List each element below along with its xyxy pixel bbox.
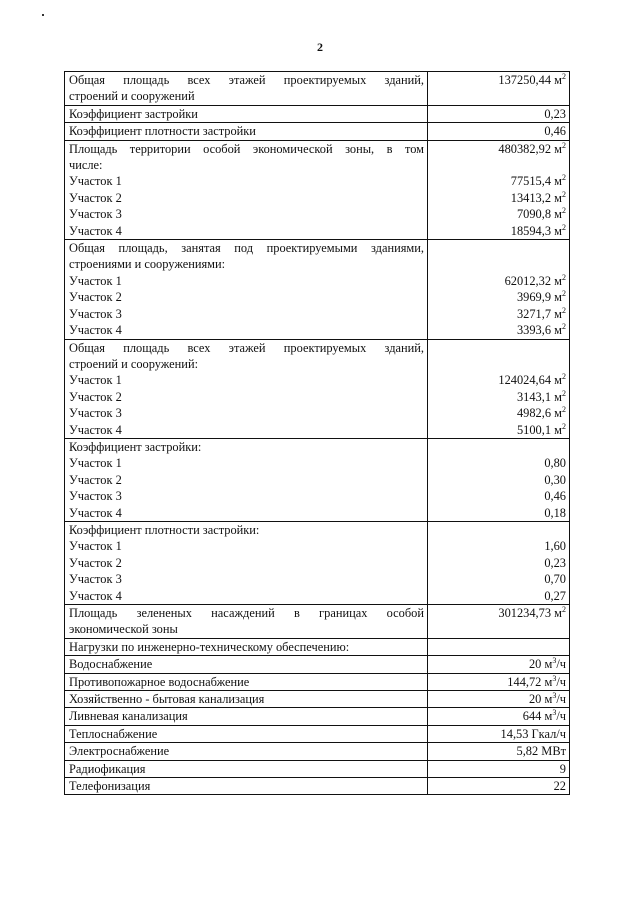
table-row-loads-header	[65, 638, 570, 655]
value-number: 137250,44	[498, 73, 552, 87]
plot-name: Участок 2	[69, 472, 122, 487]
plot-name: Участок 1	[69, 273, 122, 288]
value-line	[432, 273, 566, 289]
value-line: 0,80	[544, 456, 566, 471]
row-label: Водоснабжение	[65, 656, 428, 673]
value-line	[432, 356, 566, 372]
row-label	[65, 72, 428, 106]
value-number: 644 м	[522, 709, 553, 724]
row-label	[65, 140, 428, 239]
table-row-load	[65, 691, 570, 708]
row-value	[428, 605, 570, 639]
value-line: 0,23	[544, 555, 566, 570]
value-line	[432, 206, 566, 222]
value-line	[432, 190, 566, 206]
row-value	[428, 521, 570, 604]
unit: м	[554, 323, 562, 338]
value-number: 18594,3	[510, 223, 552, 238]
table-row-density-coefficient	[65, 123, 570, 140]
table-row-load	[65, 778, 570, 795]
row-label: Хозяйственно - бытовая канализация	[65, 691, 428, 708]
value-number: 5100,1	[516, 422, 552, 437]
unit-suffix: /ч	[556, 657, 566, 672]
plot-name: Участок 1	[69, 373, 122, 388]
unit: м	[554, 306, 562, 321]
label-line: строений и сооружений:	[69, 356, 199, 371]
unit-sup: 2	[562, 173, 566, 183]
unit-sup: 2	[562, 605, 566, 614]
unit-sup: 2	[562, 206, 566, 216]
value-line	[432, 173, 566, 189]
plot-name: Участок 3	[69, 572, 122, 587]
unit: м	[554, 141, 562, 156]
label-line: Площадь территории особой экономической зоны, в том	[69, 141, 424, 156]
plot-name: Участок 3	[69, 306, 122, 321]
unit-sup: 2	[562, 322, 566, 332]
value-line	[432, 223, 566, 239]
value-number: 3969,9	[516, 290, 552, 305]
unit-suffix: /ч	[556, 692, 566, 707]
row-value	[428, 72, 570, 106]
unit: м	[554, 373, 562, 388]
plot-name: Участок 2	[69, 389, 122, 404]
plot-name: Участок 2	[69, 290, 122, 305]
value-line	[432, 157, 566, 173]
value-line	[432, 522, 566, 538]
row-label	[65, 521, 428, 604]
value-line: 0,27	[544, 588, 566, 603]
label-line: числе:	[69, 158, 103, 173]
table-row-building-coefficient	[65, 105, 570, 122]
plot-name: Участок 4	[69, 505, 122, 520]
table-row-load	[65, 708, 570, 725]
unit: м	[554, 290, 562, 305]
plot-name: Участок 2	[69, 555, 122, 570]
unit-sup: 2	[562, 222, 566, 232]
plot-name: Участок 4	[69, 223, 122, 238]
value-line: 0,70	[544, 572, 566, 587]
unit: м	[554, 389, 562, 404]
row-label	[65, 605, 428, 639]
unit: м	[554, 190, 562, 205]
unit-sup: 2	[562, 388, 566, 398]
plot-name: Участок 4	[69, 422, 122, 437]
table-row-load	[65, 673, 570, 690]
label-line: Коэффициент плотности застройки:	[69, 522, 260, 537]
plot-name: Участок 2	[69, 190, 122, 205]
label-line: Общая площадь всех этажей проектируемых зданий,	[69, 73, 424, 87]
value-number: 20 м	[528, 657, 553, 672]
unit: м	[554, 406, 562, 421]
unit: м	[554, 174, 562, 189]
table-row-load	[65, 656, 570, 673]
unit: м	[554, 422, 562, 437]
unit-sup: 3	[552, 673, 557, 683]
value-line	[432, 240, 566, 256]
row-value	[428, 708, 570, 725]
row-value	[428, 638, 570, 655]
unit-sup: 2	[562, 405, 566, 415]
value-number: 144,72 м	[507, 674, 553, 689]
row-value	[428, 778, 570, 795]
row-label: Ливневая канализация	[65, 708, 428, 725]
value-line	[432, 389, 566, 405]
label-line: строений и сооружений	[69, 89, 195, 104]
value-line	[432, 141, 566, 157]
plot-name: Участок 4	[69, 323, 122, 338]
specification-table-body	[65, 72, 570, 795]
unit-sup: 2	[562, 189, 566, 199]
plot-name: Участок 1	[69, 456, 122, 471]
row-label: Коэффициент плотности застройки	[65, 123, 428, 140]
unit-sup: 3	[552, 708, 557, 718]
table-row-built-area	[65, 240, 570, 339]
value-line	[432, 422, 566, 438]
row-value	[428, 438, 570, 521]
specification-table	[64, 71, 570, 795]
table-row-green-area	[65, 605, 570, 639]
unit-sup: 2	[562, 272, 566, 282]
value-line	[432, 372, 566, 388]
table-row-load	[65, 743, 570, 760]
plot-name: Участок 3	[69, 489, 122, 504]
value-number: 301234,73	[498, 606, 552, 620]
plot-name: Участок 3	[69, 207, 122, 222]
value-line: 0,46	[544, 489, 566, 504]
row-value: 0,46	[428, 123, 570, 140]
row-value	[428, 760, 570, 777]
unit-suffix: /ч	[556, 674, 566, 689]
value-number: 480382,92	[498, 141, 552, 156]
value-number: 4982,6	[516, 406, 552, 421]
value-line: 0,18	[544, 505, 566, 520]
unit-sup: 3	[552, 691, 557, 701]
value-line: 1,60	[544, 539, 566, 554]
unit-sup: 2	[562, 305, 566, 315]
value-number: 3393,6	[516, 323, 552, 338]
value-line: 0,30	[544, 472, 566, 487]
plot-name: Участок 4	[69, 588, 122, 603]
table-row-load	[65, 725, 570, 742]
value-number: 77515,4	[510, 174, 552, 189]
label-line: Площадь зелененых насаждений в границах особой	[69, 606, 424, 620]
row-label	[65, 438, 428, 521]
row-label: Противопожарное водоснабжение	[65, 673, 428, 690]
unit-sup: 2	[562, 421, 566, 431]
value-line	[432, 306, 566, 322]
unit-sup: 2	[562, 289, 566, 299]
value-number: 20 м	[528, 692, 553, 707]
row-value	[428, 673, 570, 690]
table-row-territory-area	[65, 140, 570, 239]
value-number: 22	[553, 779, 566, 794]
row-value	[428, 656, 570, 673]
row-value: 0,23	[428, 105, 570, 122]
scan-speck	[42, 14, 44, 16]
row-value	[428, 140, 570, 239]
unit: м	[554, 207, 562, 222]
label-line: Общая площадь, занятая под проектируемыми зданиями,	[69, 241, 424, 256]
row-value	[428, 743, 570, 760]
table-row-total-floor-area	[65, 72, 570, 106]
row-label: Теплоснабжение	[65, 725, 428, 742]
value-number: 124024,64	[498, 373, 552, 388]
row-label: Коэффициент застройки	[65, 105, 428, 122]
label-line: экономической зоны	[69, 622, 178, 637]
value-number: 7090,8	[516, 207, 552, 222]
row-value	[428, 725, 570, 742]
table-row-load	[65, 760, 570, 777]
unit-sup: 2	[562, 72, 566, 81]
unit-suffix: /ч	[556, 709, 566, 724]
value-line	[432, 322, 566, 338]
page-number: 2	[317, 40, 323, 54]
row-label: Телефонизация	[65, 778, 428, 795]
plot-name: Участок 1	[69, 539, 122, 554]
unit-sup: 2	[562, 140, 566, 150]
value-number: 14,53 Гкал/ч	[500, 726, 566, 741]
value-line	[432, 405, 566, 421]
value-number: 3271,7	[516, 306, 552, 321]
value-line	[432, 340, 566, 356]
value-number: 5,82 МВт	[516, 744, 566, 759]
value-line	[432, 256, 566, 272]
plot-name: Участок 1	[69, 174, 122, 189]
label-line: строениями и сооружениями:	[69, 257, 226, 272]
unit-sup: 3	[552, 656, 557, 666]
row-label: Радиофикация	[65, 760, 428, 777]
table-row-density-coefficient-by-plot	[65, 521, 570, 604]
unit: м	[554, 223, 562, 238]
value-number: 9	[559, 761, 566, 776]
unit: м	[554, 606, 562, 620]
label-line: Общая площадь всех этажей проектируемых зданий,	[69, 340, 424, 355]
value-number: 62012,32	[504, 273, 552, 288]
table-row-building-coefficient-by-plot	[65, 438, 570, 521]
value-line	[432, 439, 566, 455]
row-value	[428, 691, 570, 708]
unit-sup: 2	[562, 372, 566, 382]
row-label: Нагрузки по инженерно-техническому обеспечению:	[65, 638, 428, 655]
row-label: Электроснабжение	[65, 743, 428, 760]
value-line	[432, 289, 566, 305]
row-label	[65, 339, 428, 438]
row-value	[428, 240, 570, 339]
row-label	[65, 240, 428, 339]
row-value	[428, 339, 570, 438]
value-number: 13413,2	[510, 190, 552, 205]
unit: м	[554, 273, 562, 288]
table-row-floor-area-by-plot	[65, 339, 570, 438]
label-line: Коэффициент застройки:	[69, 439, 202, 454]
unit: м	[554, 73, 562, 87]
plot-name: Участок 3	[69, 406, 122, 421]
value-number: 3143,1	[516, 389, 552, 404]
